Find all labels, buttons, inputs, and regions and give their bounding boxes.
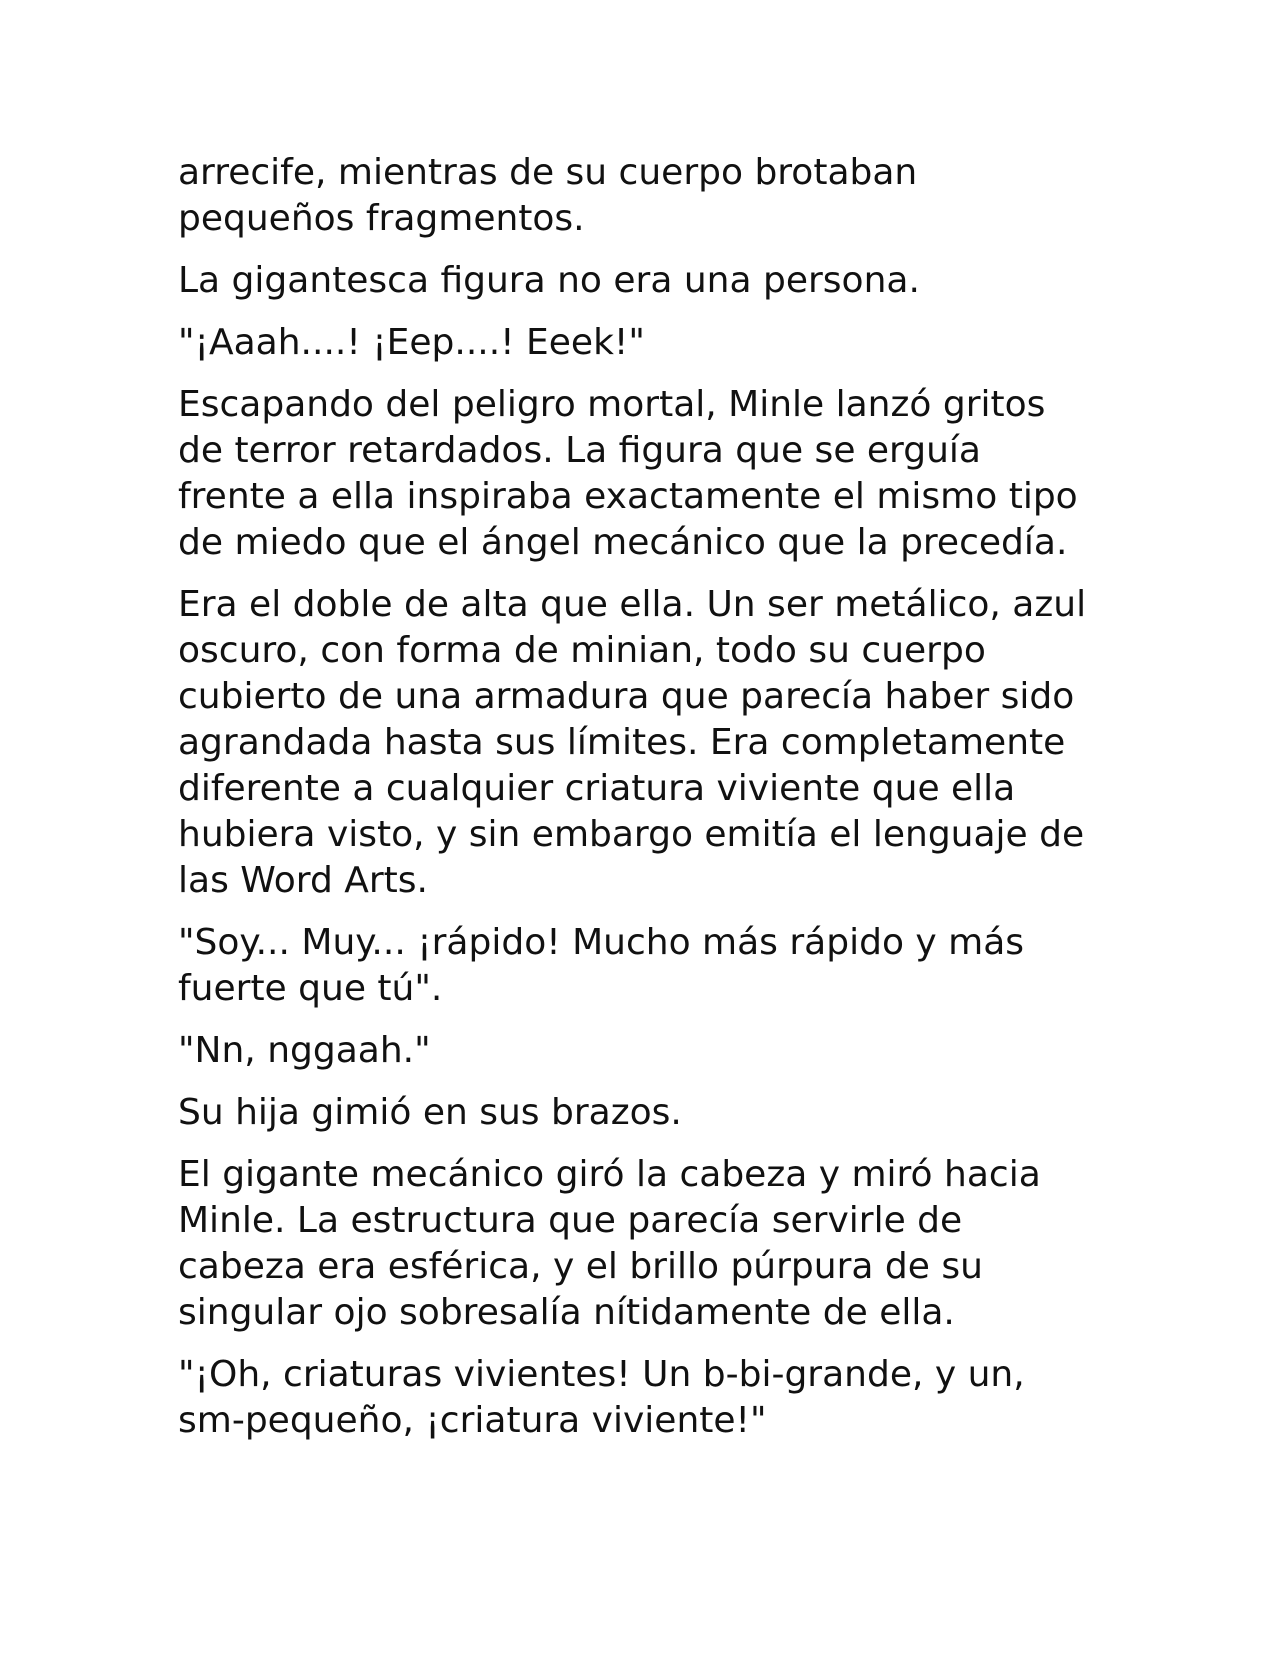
paragraph-1: arrecife, mientras de su cuerpo brotaban pequeños fragmentos.	[178, 152, 918, 239]
paragraph-7: "Nn, nggaah."	[178, 1030, 431, 1071]
paragraph-5: Era el doble de alta que ella. Un ser metálico, azul oscuro, con forma de minian, todo su cuerpo cubierto de una armadura que parecía haber sido agrandada hasta sus límites. Era completamente diferente a cualquier criatura viviente que ella hubiera visto, y sin embargo emitía el lenguaje de las Word Arts.	[178, 584, 1087, 901]
paragraph-8: Su hija gimió en sus brazos.	[178, 1092, 682, 1133]
paragraph-10: "¡Oh, criaturas vivientes! Un b-bi-grande, y un, sm-pequeño, ¡criatura viviente!"	[178, 1354, 1025, 1441]
paragraph-2: La gigantesca figura no era una persona.	[178, 260, 920, 301]
paragraph-3: "¡Aaah....! ¡Eep....! Eeek!"	[178, 322, 645, 363]
paragraph-9: El gigante mecánico giró la cabeza y miró hacia Minle. La estructura que parecía servirle de cabeza era esférica, y el brillo púrpura de su singular ojo sobresalía nítidamente de ella.	[178, 1154, 1041, 1333]
paragraph-4: Escapando del peligro mortal, Minle lanzó gritos de terror retardados. La figura que se erguía frente a ella inspiraba exactamente el mismo tipo de miedo que el ángel mecánico que la precedía.	[178, 384, 1078, 563]
paragraph-6: "Soy... Muy... ¡rápido! Mucho más rápido y más fuerte que tú".	[178, 922, 1025, 1009]
document-page	[178, 150, 1098, 1460]
